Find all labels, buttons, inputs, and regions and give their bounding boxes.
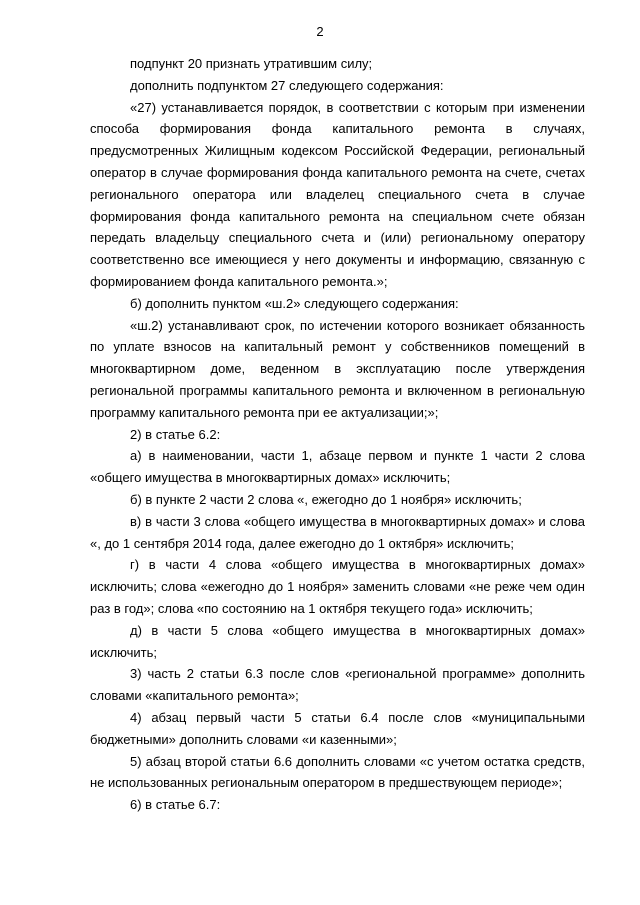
paragraph-4: б) дополнить пунктом «ш.2» следующего содержания:	[130, 295, 459, 311]
document-body	[90, 53, 585, 816]
paragraph-11: д) в части 5 слова «общего имущества в многоквартирных домах» исключить;	[90, 622, 585, 660]
paragraph-13: 4) абзац первый части 5 статьи 6.4 после слов «муниципальными бюджетными» дополнить словами «и казенными»;	[90, 709, 585, 747]
paragraph-2: дополнить подпунктом 27 следующего содержания:	[130, 77, 444, 93]
paragraph-3: «27) устанавливается порядок, в соответствии с которым при изменении способа формирования фонда капитального ремонта в случаях, предусмотренных Жилищным кодексом Российской Федерации, региональный оператор в случае формирования фонда капитального ремонта на счете, счетах регионального оператора или владелец специального счета в случае формирования фонда капитального ремонта на специальном счете обязан передать владельцу специального счета и (или) региональному оператору соответственно все имеющиеся у него документы и информацию, связанную с формированием фонда капитального ремонта.»;	[90, 99, 585, 289]
paragraph-14: 5) абзац второй статьи 6.6 дополнить словами «с учетом остатка средств, не использованных региональным оператором в предшествующем периоде»;	[90, 753, 585, 791]
paragraph-10: г) в части 4 слова «общего имущества в многоквартирных домах» исключить; слова «ежегодно до 1 ноября» заменить словами «не реже чем один раз в год»; слова «по состоянию на 1 октября текущего года» исключить;	[90, 557, 585, 616]
paragraph-7: а) в наименовании, части 1, абзаце первом и пункте 1 части 2 слова «общего имущества в многоквартирных домах» исключить;	[90, 448, 585, 486]
paragraph-1: подпункт 20 признать утратившим силу;	[130, 56, 373, 71]
page-number: 2	[316, 24, 324, 39]
paragraph-5: «ш.2) устанавливают срок, по истечении которого возникает обязанность по уплате взносов на капитальный ремонт у собственников помещений в многоквартирном доме, веденном в эксплуатацию после утверждения региональной программы капитального ремонта и включенном в региональную программу капитального ремонта при ее актуализации;»;	[90, 317, 585, 420]
paragraph-8: б) в пункте 2 части 2 слова «, ежегодно до 1 ноября» исключить;	[130, 491, 522, 507]
paragraph-6: 2) в статье 6.2:	[130, 426, 221, 442]
paragraph-9: в) в части 3 слова «общего имущества в многоквартирных домах» и слова «, до 1 сентября 2014 года, далее ежегодно до 1 октября» исключить;	[90, 513, 585, 551]
paragraph-12: 3) часть 2 статьи 6.3 после слов «региональной программе» дополнить словами «капитального ремонта»;	[90, 666, 585, 704]
paragraph-15: 6) в статье 6.7:	[130, 797, 221, 813]
